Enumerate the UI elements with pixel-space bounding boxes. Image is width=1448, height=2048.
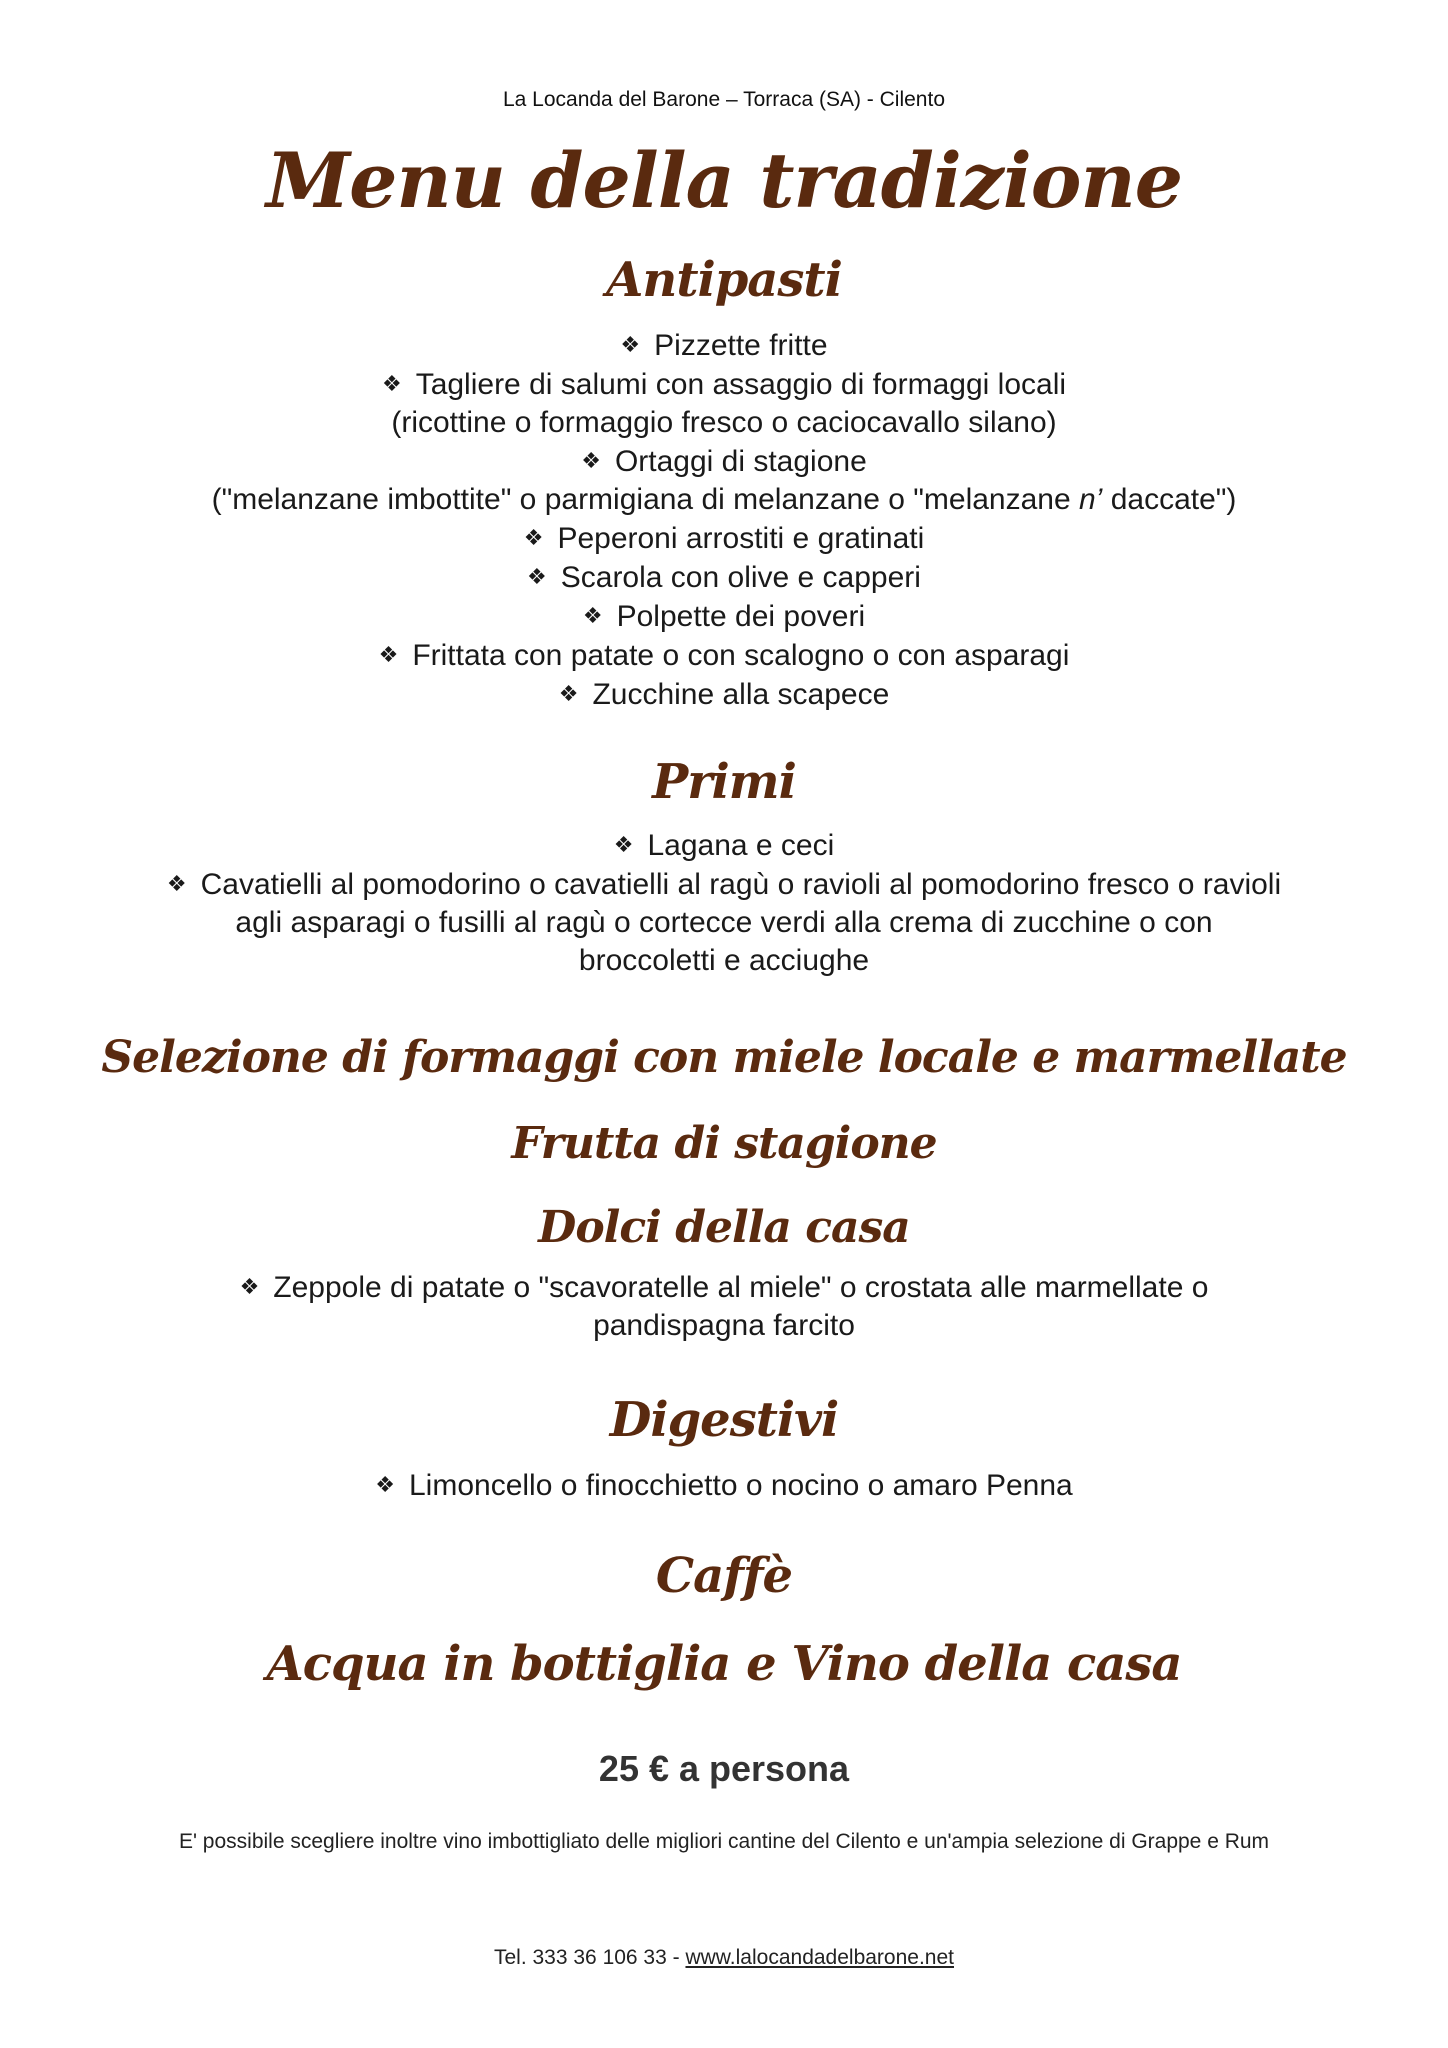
frutta-heading: Frutta di stagione — [511, 1118, 937, 1169]
list-item-detail: (ricottine o formaggio fresco o caciocavallo silano) — [391, 406, 1057, 439]
formaggi-heading: Selezione di formaggi con miele locale e marmellate — [101, 1032, 1347, 1083]
bullet-icon: ❖ — [375, 1472, 395, 1497]
list-item: ❖ Lagana e ceci — [0, 826, 1448, 865]
bullet-icon: ❖ — [558, 681, 579, 706]
price-label: 25 € a persona — [598, 1748, 850, 1789]
list-item: ❖ Cavatielli al pomodorino o cavatielli al ragù o ravioli al pomodorino fresco o ravioli — [0, 865, 1448, 904]
digestivi-list — [0, 1466, 1448, 1505]
bullet-icon: ❖ — [523, 525, 544, 550]
bullet-icon: ❖ — [378, 642, 399, 667]
digestivi-heading: Digestivi — [609, 1392, 839, 1448]
list-item-continuation: broccoletti e acciughe — [578, 944, 870, 977]
page-title: Menu della tradizione — [265, 136, 1183, 225]
antipasti-list — [0, 326, 1448, 714]
bullet-icon: ❖ — [381, 371, 402, 396]
bullet-icon: ❖ — [527, 564, 547, 589]
dolci-heading: Dolci della casa — [538, 1202, 910, 1253]
dolci-list — [0, 1268, 1448, 1345]
contact-line — [0, 1946, 1448, 1970]
list-item-detail: ("melanzane imbottite" o parmigiana di melanzane o "melanzane n’ daccate") — [211, 483, 1237, 516]
list-item: ❖ Tagliere di salumi con assaggio di formaggi locali — [0, 365, 1448, 404]
bullet-icon: ❖ — [581, 448, 601, 473]
phone-number: Tel. 333 36 106 33 - — [493, 1946, 686, 1969]
wine-note: E' possibile scegliere inoltre vino imbottigliato delle migliori cantine del Cilento e un'ampia selezione di Grappe e Rum — [178, 1830, 1270, 1853]
list-item: ❖ Polpette dei poveri — [0, 597, 1448, 636]
bullet-icon: ❖ — [620, 332, 641, 357]
list-item: ❖ Pizzette fritte — [0, 326, 1448, 365]
list-item: ❖ Zeppole di patate o "scavoratelle al miele" o crostata alle marmellate o — [0, 1268, 1448, 1307]
caffe-heading: Caffè — [655, 1548, 793, 1604]
bullet-icon: ❖ — [239, 1274, 260, 1299]
list-item: ❖ Ortaggi di stagione — [0, 442, 1448, 481]
list-item-continuation: pandispagna farcito — [593, 1309, 855, 1342]
antipasti-heading: Antipasti — [606, 252, 842, 308]
list-item: ❖ Limoncello o finocchietto o nocino o amaro Penna — [0, 1466, 1448, 1505]
acqua-vino-heading: Acqua in bottiglia e Vino della casa — [266, 1636, 1182, 1692]
list-item: ❖ Scarola con olive e capperi — [0, 558, 1448, 597]
list-item: ❖ Zucchine alla scapece — [0, 675, 1448, 714]
bullet-icon: ❖ — [582, 603, 603, 628]
list-item-continuation: agli asparagi o fusilli al ragù o cortecce verdi alla crema di zucchine o con — [235, 906, 1213, 939]
primi-list — [0, 826, 1448, 980]
bullet-icon: ❖ — [613, 832, 634, 857]
bullet-icon: ❖ — [166, 871, 187, 896]
list-item: ❖ Peperoni arrostiti e gratinati — [0, 519, 1448, 558]
website-link[interactable]: www.lalocandadelbarone.net — [685, 1946, 954, 1969]
primi-heading: Primi — [652, 754, 796, 810]
list-item: ❖ Frittata con patate o con scalogno o con asparagi — [0, 636, 1448, 675]
restaurant-header: La Locanda del Barone – Torraca (SA) - Cilento — [502, 88, 946, 111]
